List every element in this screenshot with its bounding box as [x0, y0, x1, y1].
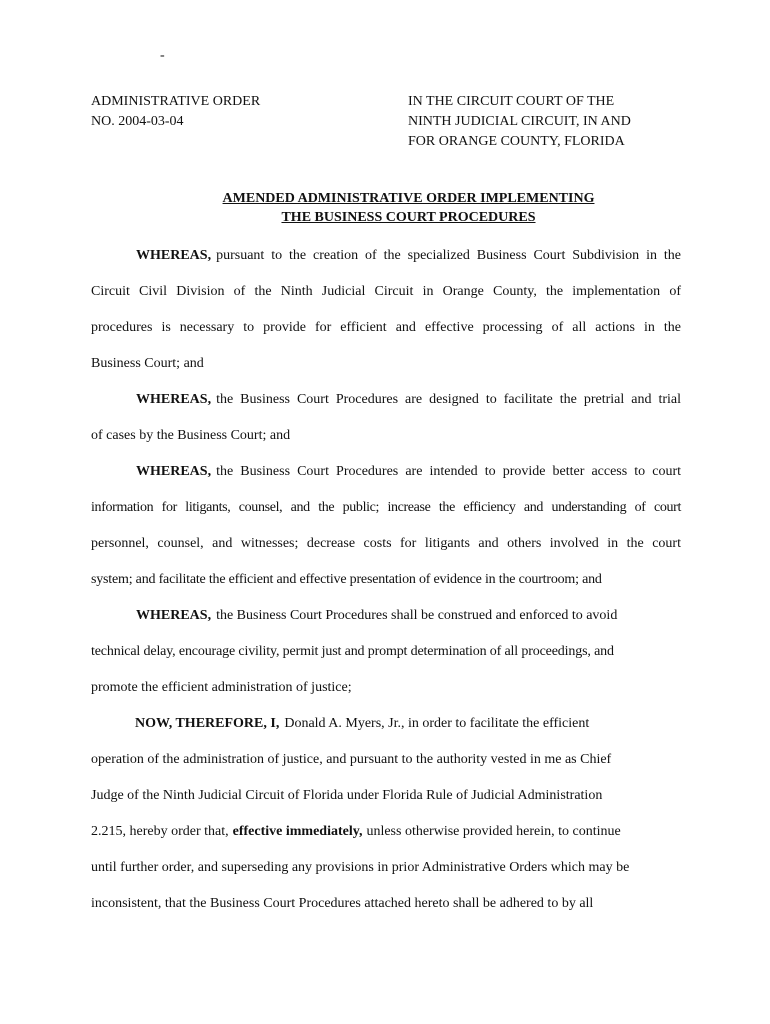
title-line-2: THE BUSINESS COURT PROCEDURES — [281, 210, 536, 225]
document-title — [91, 189, 726, 227]
paragraph-5-lead: NOW, THEREFORE, I, — [135, 716, 280, 731]
paragraph-2-line-2: of cases by the Business Court; and — [91, 428, 291, 443]
paragraph-5-line-5: until further order, and superseding any provisions in prior Administrative Orders which may be — [91, 860, 630, 875]
paragraph-5-line-4 — [91, 814, 681, 850]
paragraph-5-line-6: inconsistent, that the Business Court Procedures attached hereto shall be adhered to by all — [91, 896, 594, 911]
paragraph-4-lead: WHEREAS, — [136, 608, 212, 623]
paragraph-1-line-4: Business Court; and — [91, 356, 204, 371]
paragraph-2-line-1 — [91, 382, 681, 418]
paragraph-5-line-3: Judge of the Ninth Judicial Circuit of Florida under Florida Rule of Judicial Administration — [91, 788, 603, 803]
paragraph-4-line-1 — [91, 598, 681, 634]
paragraph-5-text-4c: unless otherwise provided herein, to continue — [366, 824, 621, 839]
paragraph-3-line-4: system; and facilitate the efficient and effective presentation of evidence in the courtroom; and — [91, 572, 602, 587]
paragraph-1-line-3: procedures is necessary to provide for efficient and effective processing of all actions in the — [91, 320, 681, 335]
paragraph-3-line-1 — [91, 454, 681, 490]
paragraph-3-lead: WHEREAS, — [136, 464, 212, 479]
paragraph-5-text-1: Donald A. Myers, Jr., in order to facilitate the efficient — [284, 716, 590, 731]
court-caption-block — [408, 92, 631, 152]
order-number: NO. 2004-03-04 — [91, 114, 184, 129]
header-dash: - — [160, 48, 165, 63]
paragraph-1-lead: WHEREAS, — [136, 248, 212, 263]
document-body — [91, 238, 681, 922]
court-caption-line-2: NINTH JUDICIAL CIRCUIT, IN AND — [408, 114, 631, 129]
paragraph-1-text-1: pursuant to the creation of the specialized Business Court Subdivision in the — [216, 248, 681, 263]
paragraph-1-line-2: Circuit Civil Division of the Ninth Judicial Circuit in Orange County, the implementation of — [91, 284, 681, 299]
court-caption-line-1: IN THE CIRCUIT COURT OF THE — [408, 94, 615, 109]
paragraph-3-text-1: the Business Court Procedures are intended to provide better access to court — [216, 464, 681, 479]
paragraph-2-lead: WHEREAS, — [136, 392, 212, 407]
paragraph-4-text-1: the Business Court Procedures shall be construed and enforced to avoid — [216, 608, 618, 623]
paragraph-4-line-2: technical delay, encourage civility, permit just and prompt determination of all proceedings, and — [91, 644, 614, 659]
paragraph-5-line-2: operation of the administration of justice, and pursuant to the authority vested in me as Chief — [91, 752, 612, 767]
paragraph-1-line-1 — [91, 238, 681, 274]
paragraph-3-line-3: personnel, counsel, and witnesses; decrease costs for litigants and others involved in the court — [91, 536, 681, 551]
paragraph-4-line-3: promote the efficient administration of justice; — [91, 680, 352, 695]
order-number-block — [91, 92, 260, 132]
order-type: ADMINISTRATIVE ORDER — [91, 94, 261, 109]
paragraph-3-line-2: information for litigants, counsel, and the public; increase the efficiency and understanding of court — [91, 500, 681, 515]
effective-immediately: effective immediately, — [232, 824, 363, 839]
paragraph-5-text-4a: 2.215, hereby order that, — [91, 824, 229, 839]
title-line-1: AMENDED ADMINISTRATIVE ORDER IMPLEMENTING — [222, 191, 595, 206]
paragraph-2-text-1: the Business Court Procedures are designed to facilitate the pretrial and trial — [216, 392, 681, 407]
court-caption-line-3: FOR ORANGE COUNTY, FLORIDA — [408, 134, 625, 149]
paragraph-5-line-1 — [91, 706, 681, 742]
